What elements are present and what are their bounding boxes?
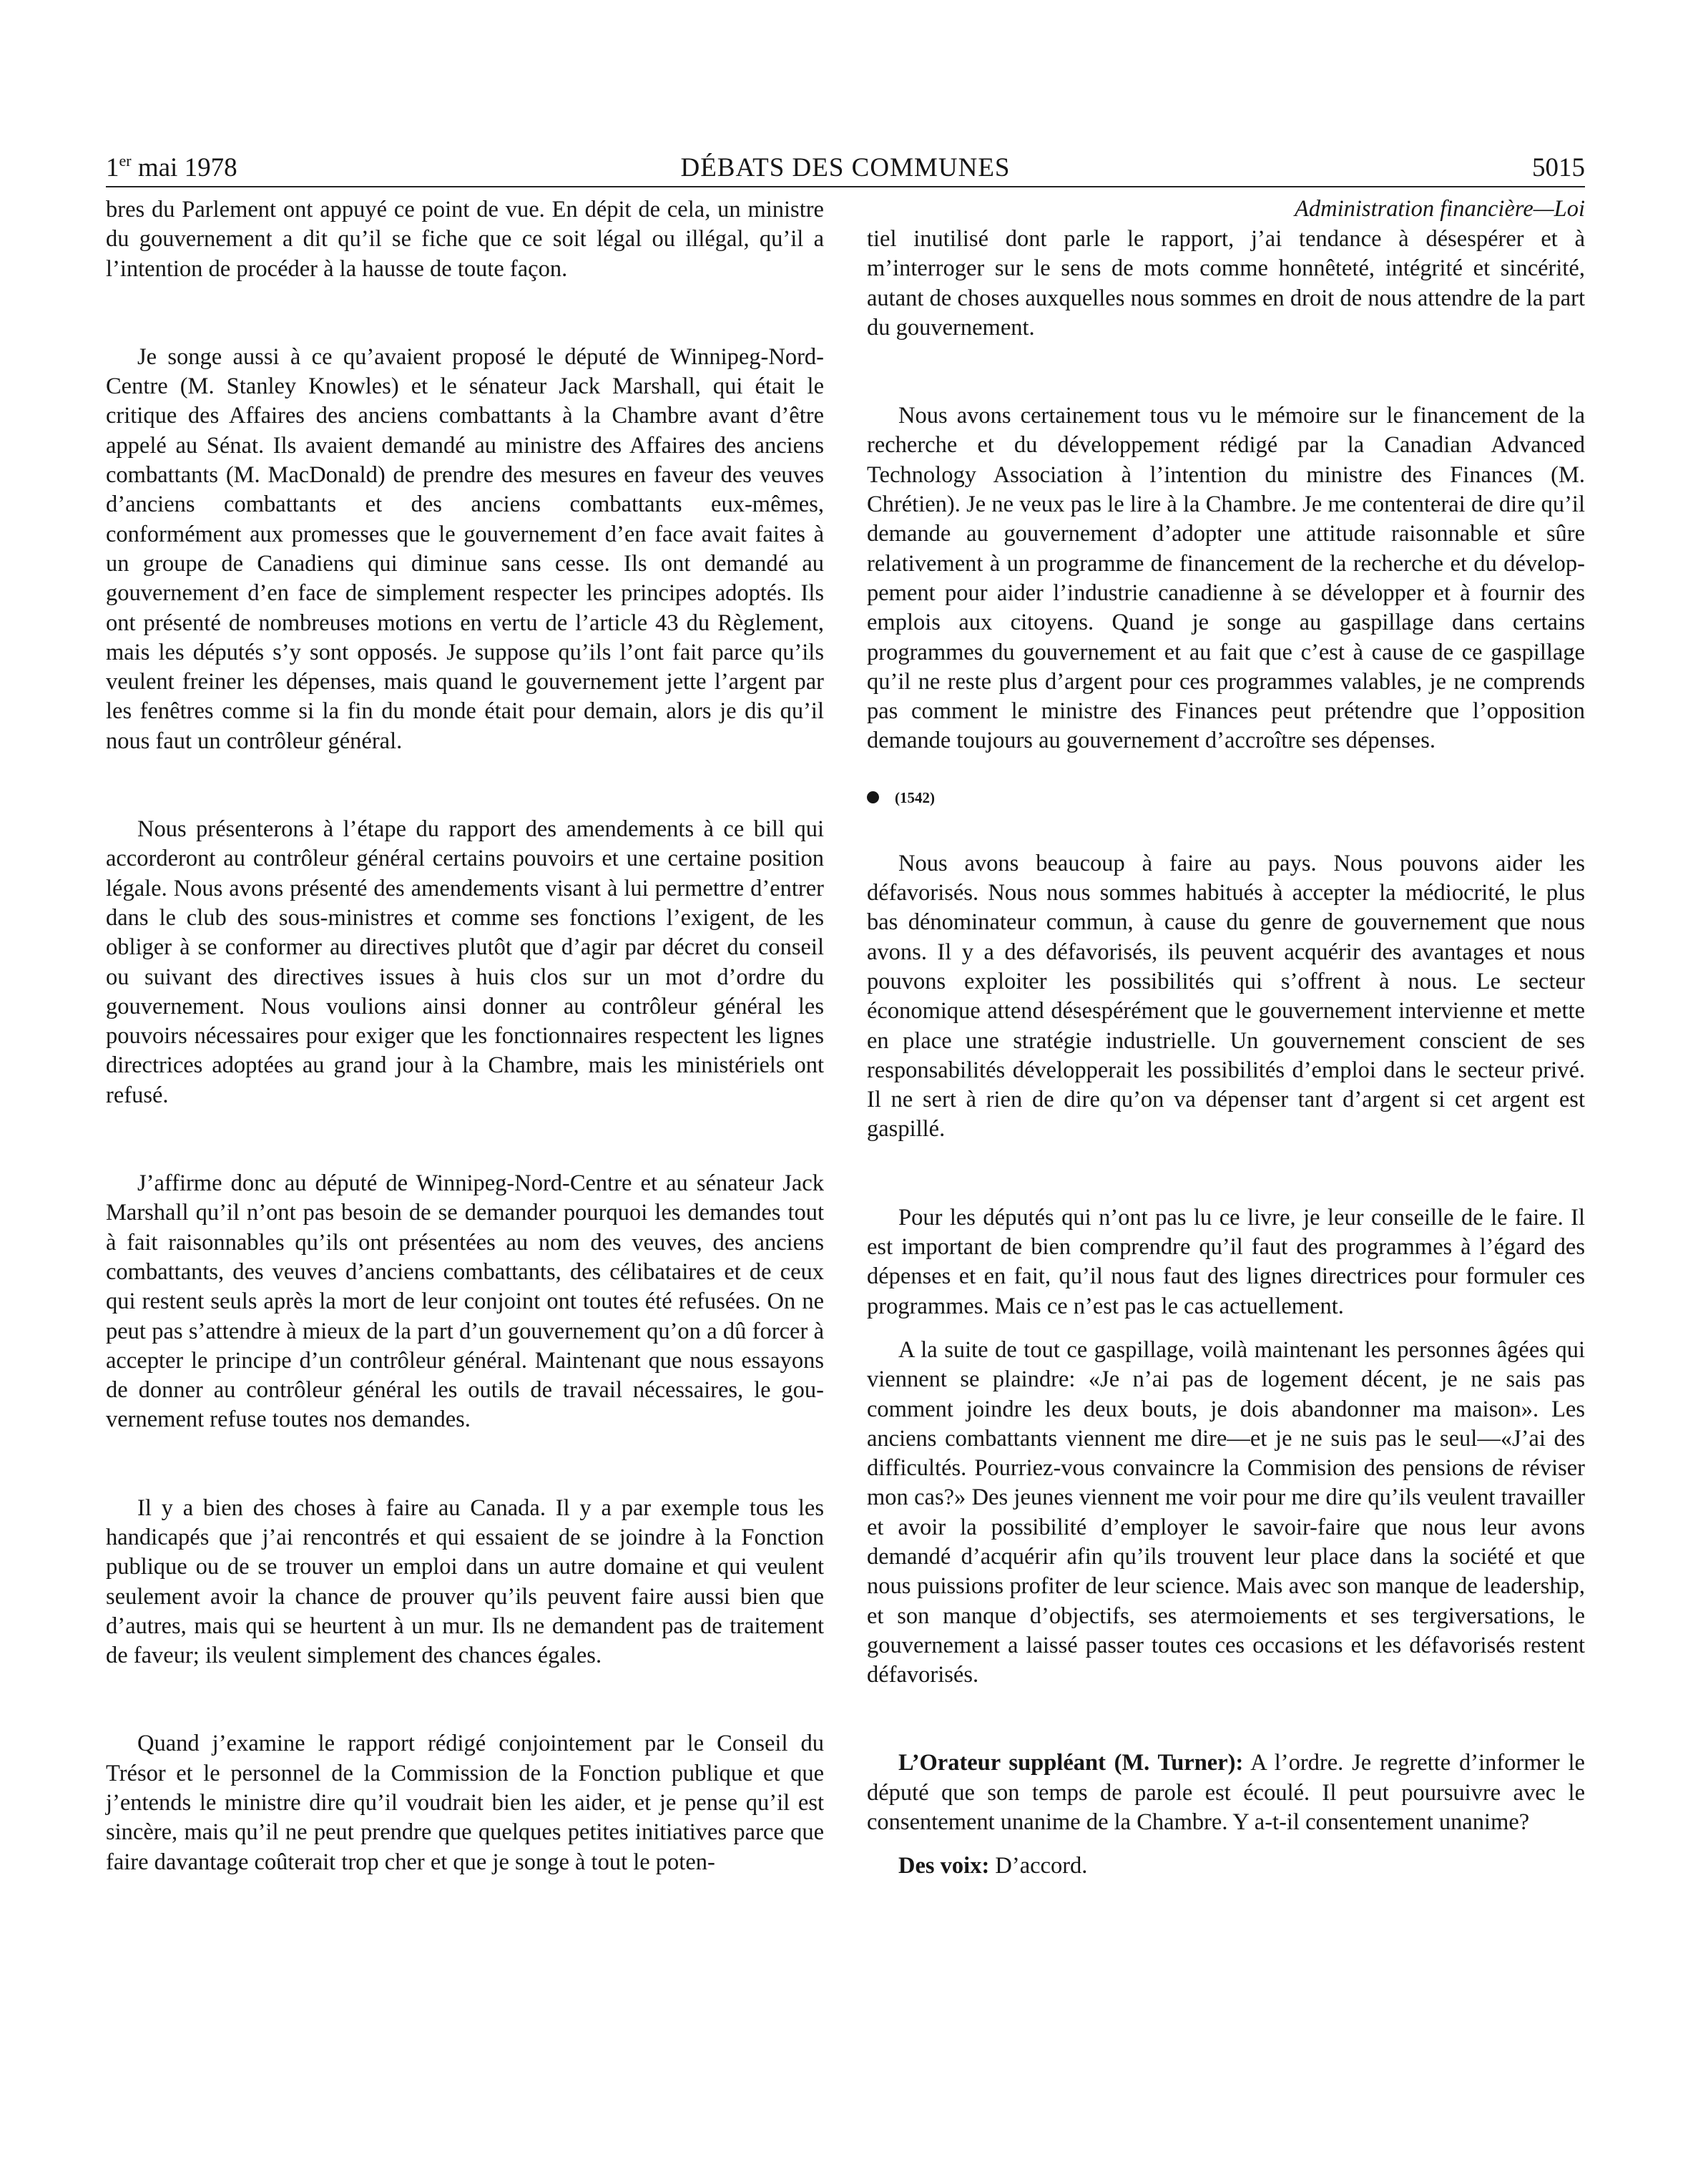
header-publication-title: DÉBATS DES COMMUNES <box>680 153 1011 182</box>
time-marker-text: (1542) <box>895 788 935 806</box>
paragraph: Je songe aussi à ce qu’avaient proposé le député de Winnipeg-Nord-Centre (M. Stanley Knowles) et le sénateur Jack Marshall, qui était le critique des Affaires des anciens combattants à la Chambre avant d’être appelé au Sénat. Ils avaient demandé au ministre des Affaires des anciens combattants (M. MacDonald) de prendre des mesures en faveur des veuves d’anciens combattants et des anciens combattants eux-mêmes, conformément aux promesses que le gouvernement d’en face avait faites à un groupe de Canadiens qui diminue sans cesse. Ils ont demandé au gouvernement d’en face de simplement respecter les principes adoptés. Ils ont présenté de nombreuses motions en vertu de l’article 43 du Règlement, mais les députés s’y sont opposés. Je suppose qu’ils l’ont fait parce qu’ils veulent freiner les dépenses, mais quand le gouvernement jette l’argent par les fenêtres comme si la fin du monde était pour demain, alors je dis qu’il nous faut un contrôleur général. <box>106 343 824 754</box>
paragraph: Nous présenterons à l’étape du rapport des amendements à ce bill qui accorderont au contrôleur général certains pouvoirs et une certaine position légale. Nous avons présenté des amendements visant à lui permettre d’entrer dans le club des sous-ministres et comme ses fonctions l’exigent, de les obliger à se conformer au directives plutôt que d’agir par décret du conseil ou suivant des directives issues à huis clos sur un mot d’ordre du gouvernement. Nous voulions ainsi donner au contrôleur général les pouvoirs nécessaires pour exiger que les fonctionnaires respectent les lignes directrices adoptées au grand jour à la Chambre, mais les ministériels ont refusé. <box>106 816 824 1108</box>
paragraph: Quand j’examine le rapport rédigé conjointement par le Conseil du Trésor et le personnel de la Commission de la Fonction publique et que j’entends le ministre dire qu’il voudrait bien les aider, et je pense qu’il est sincère, mais qu’il ne peut prendre que quelques petites initiatives parce que faire davantage coûterait trop cher et que je songe à tout le poten- <box>106 1731 824 1875</box>
header-date-ordinal: er <box>119 152 132 170</box>
paragraph: A la suite de tout ce gaspillage, voilà maintenant les personnes âgées qui viennent se plaindre: «Je n’ai pas de logement décent, je ne sais pas comment joindre les deux bouts, je dois abandonner ma maison». Les anciens combattants viennent me dire—et je ne suis pas le seul—«J’ai des difficultés. Pourriez-vous convaincre la Commision des pensions de réviser mon cas?» Des jeunes viennent me voir pour me dire qu’ils veulent travailler et avoir la possibilité d’employer le savoir-faire que nous leur avons demandé d’acquérir afin qu’ils trouvent leur place dans la société et que nous puissions profiter de leur science. Mais avec son manque de leadership, et son manque d’objectifs, ses atermoiements et ses tergiversations, le gouvernement a laissé passer toutes ces occasions et les défavorisés restent défavorisés. <box>867 1336 1585 1688</box>
paragraph: bres du Parlement ont appuyé ce point de vue. En dépit de cela, un ministre du gouvernement a dit qu’il se fiche que ce soit légal ou illégal, qu’il a l’intention de procéder à la hausse de toute façon. <box>106 197 824 282</box>
paragraph: Nous avons beaucoup à faire au pays. Nous pouvons aider les défavorisés. Nous nous sommes habitués à accepter la médiocrité, le plus bas dénominateur commun, à cause du genre de gouvernement que nous avons. Il y a des défavorisés, ils peuvent acquérir des avantages et nous pouvons exploiter les possibilités qui s’offrent à nous. Le secteur économique attend désespérément que le gouvernement intervienne et mette en place une stratégie industrielle. Un gouvernement conscient de ses responsabilités développerait les possibilités d’emploi dans le secteur privé. Il ne sert à rien de dire qu’on va dépenser tant d’argent si cet argent est gaspillé. <box>867 850 1585 1143</box>
section-title: Administration financière—Loi <box>1295 196 1585 222</box>
paragraph: Nous avons certainement tous vu le mémoire sur le financement de la recherche et du développement rédigé par la Canadian Advanced Technology Association à l’intention du ministre des Finances (M. Chrétien). Je ne veux pas le lire à la Chambre. Je me contenterai de dire qu’il demande au gouvernement d’adopter une attitude raisonnable et sûre relativement à un programme de financement de la recherche et du développement pour aider l’industrie canadienne à se développer et à fournir des emplois aux citoyens. Quand je songe au gaspillage dans certains programmes du gouvernement et au fait que c’est à cause de ce gaspillage qu’il ne reste plus d’argent pour ces programmes valables, je ne comprends pas comment le ministre des Finances peut prétendre que l’opposition demande toujours au gouvernement d’accroître ses dépenses. <box>867 403 1585 754</box>
speech-text: A l’ordre. Je regrette d’informer le député que son temps de parole est écoulé. Il peut poursuivre avec le consentement unanime de la Chambre. Y a-t-il consentement unanime? <box>867 1750 1585 1836</box>
paragraph: J’affirme donc au député de Winnipeg-Nord-Centre et au sénateur Jack Marshall qu’il n’ont pas besoin de se demander pourquoi les demandes tout à fait raisonnables qu’ils ont présentées au nom des veuves, des anciens combattants, des veuves d’anciens combattants, des célibataires et de ceux qui restent seuls après la mort de leur conjoint ont toutes été refusées. On ne peut pas s’attendre à mieux de la part d’un gouvernement qu’on a dû forcer à accepter le principe d’un contrôleur général. Maintenant que nous essayons de donner au contrôleur général les outils de travail nécessaires, le gouvernement refuse toutes nos demandes. <box>106 1170 824 1433</box>
paragraph: tiel inutilisé dont parle le rapport, j’ai tendance à désespérer et à m’interroger sur le sens de mots comme honnêteté, intégrité et sincérité, autant de choses auxquelles nous sommes en droit de nous attendre de la part du gouvernement. <box>867 226 1585 341</box>
bullet-icon <box>867 791 879 803</box>
speaker-paragraph <box>867 1851 1585 1881</box>
paragraph: Il y a bien des choses à faire au Canada. Il y a par exemple tous les handicapés que j’ai rencontrés et qui essaient de se joindre à la Fonction publique ou de se trouver un emploi dans un autre domaine et qui veulent seulement avoir la chance de prouver qu’ils peuvent faire aussi bien que d’autres, mais qui se heurtent à un mur. Ils ne demandent pas de traitement de faveur; ils veulent simplement des chances égales. <box>106 1495 824 1669</box>
header-page-number: 5015 <box>1532 153 1585 182</box>
left-column <box>106 195 824 1936</box>
speaker-name: Des voix: <box>898 1853 990 1879</box>
running-header <box>106 150 1585 187</box>
page <box>106 150 1585 1879</box>
speech-text: D’accord. <box>989 1853 1088 1879</box>
speaker-name: L’Orateur suppléant (M. Turner): <box>898 1750 1244 1776</box>
speaker-paragraph <box>867 1748 1585 1837</box>
header-date-day: 1 <box>106 153 119 182</box>
right-column <box>867 195 1585 1940</box>
time-marker <box>867 783 1585 813</box>
paragraph: Pour les députés qui n’ont pas lu ce livre, je leur conseille de le faire. Il est important de bien comprendre qu’il faut des programmes à l’égard des dépenses et en fait, qu’il nous faut des lignes directrices pour formuler ces programmes. Mais ce n’est pas le cas actuellement. <box>867 1204 1585 1319</box>
header-date-month-year: mai 1978 <box>131 153 237 182</box>
